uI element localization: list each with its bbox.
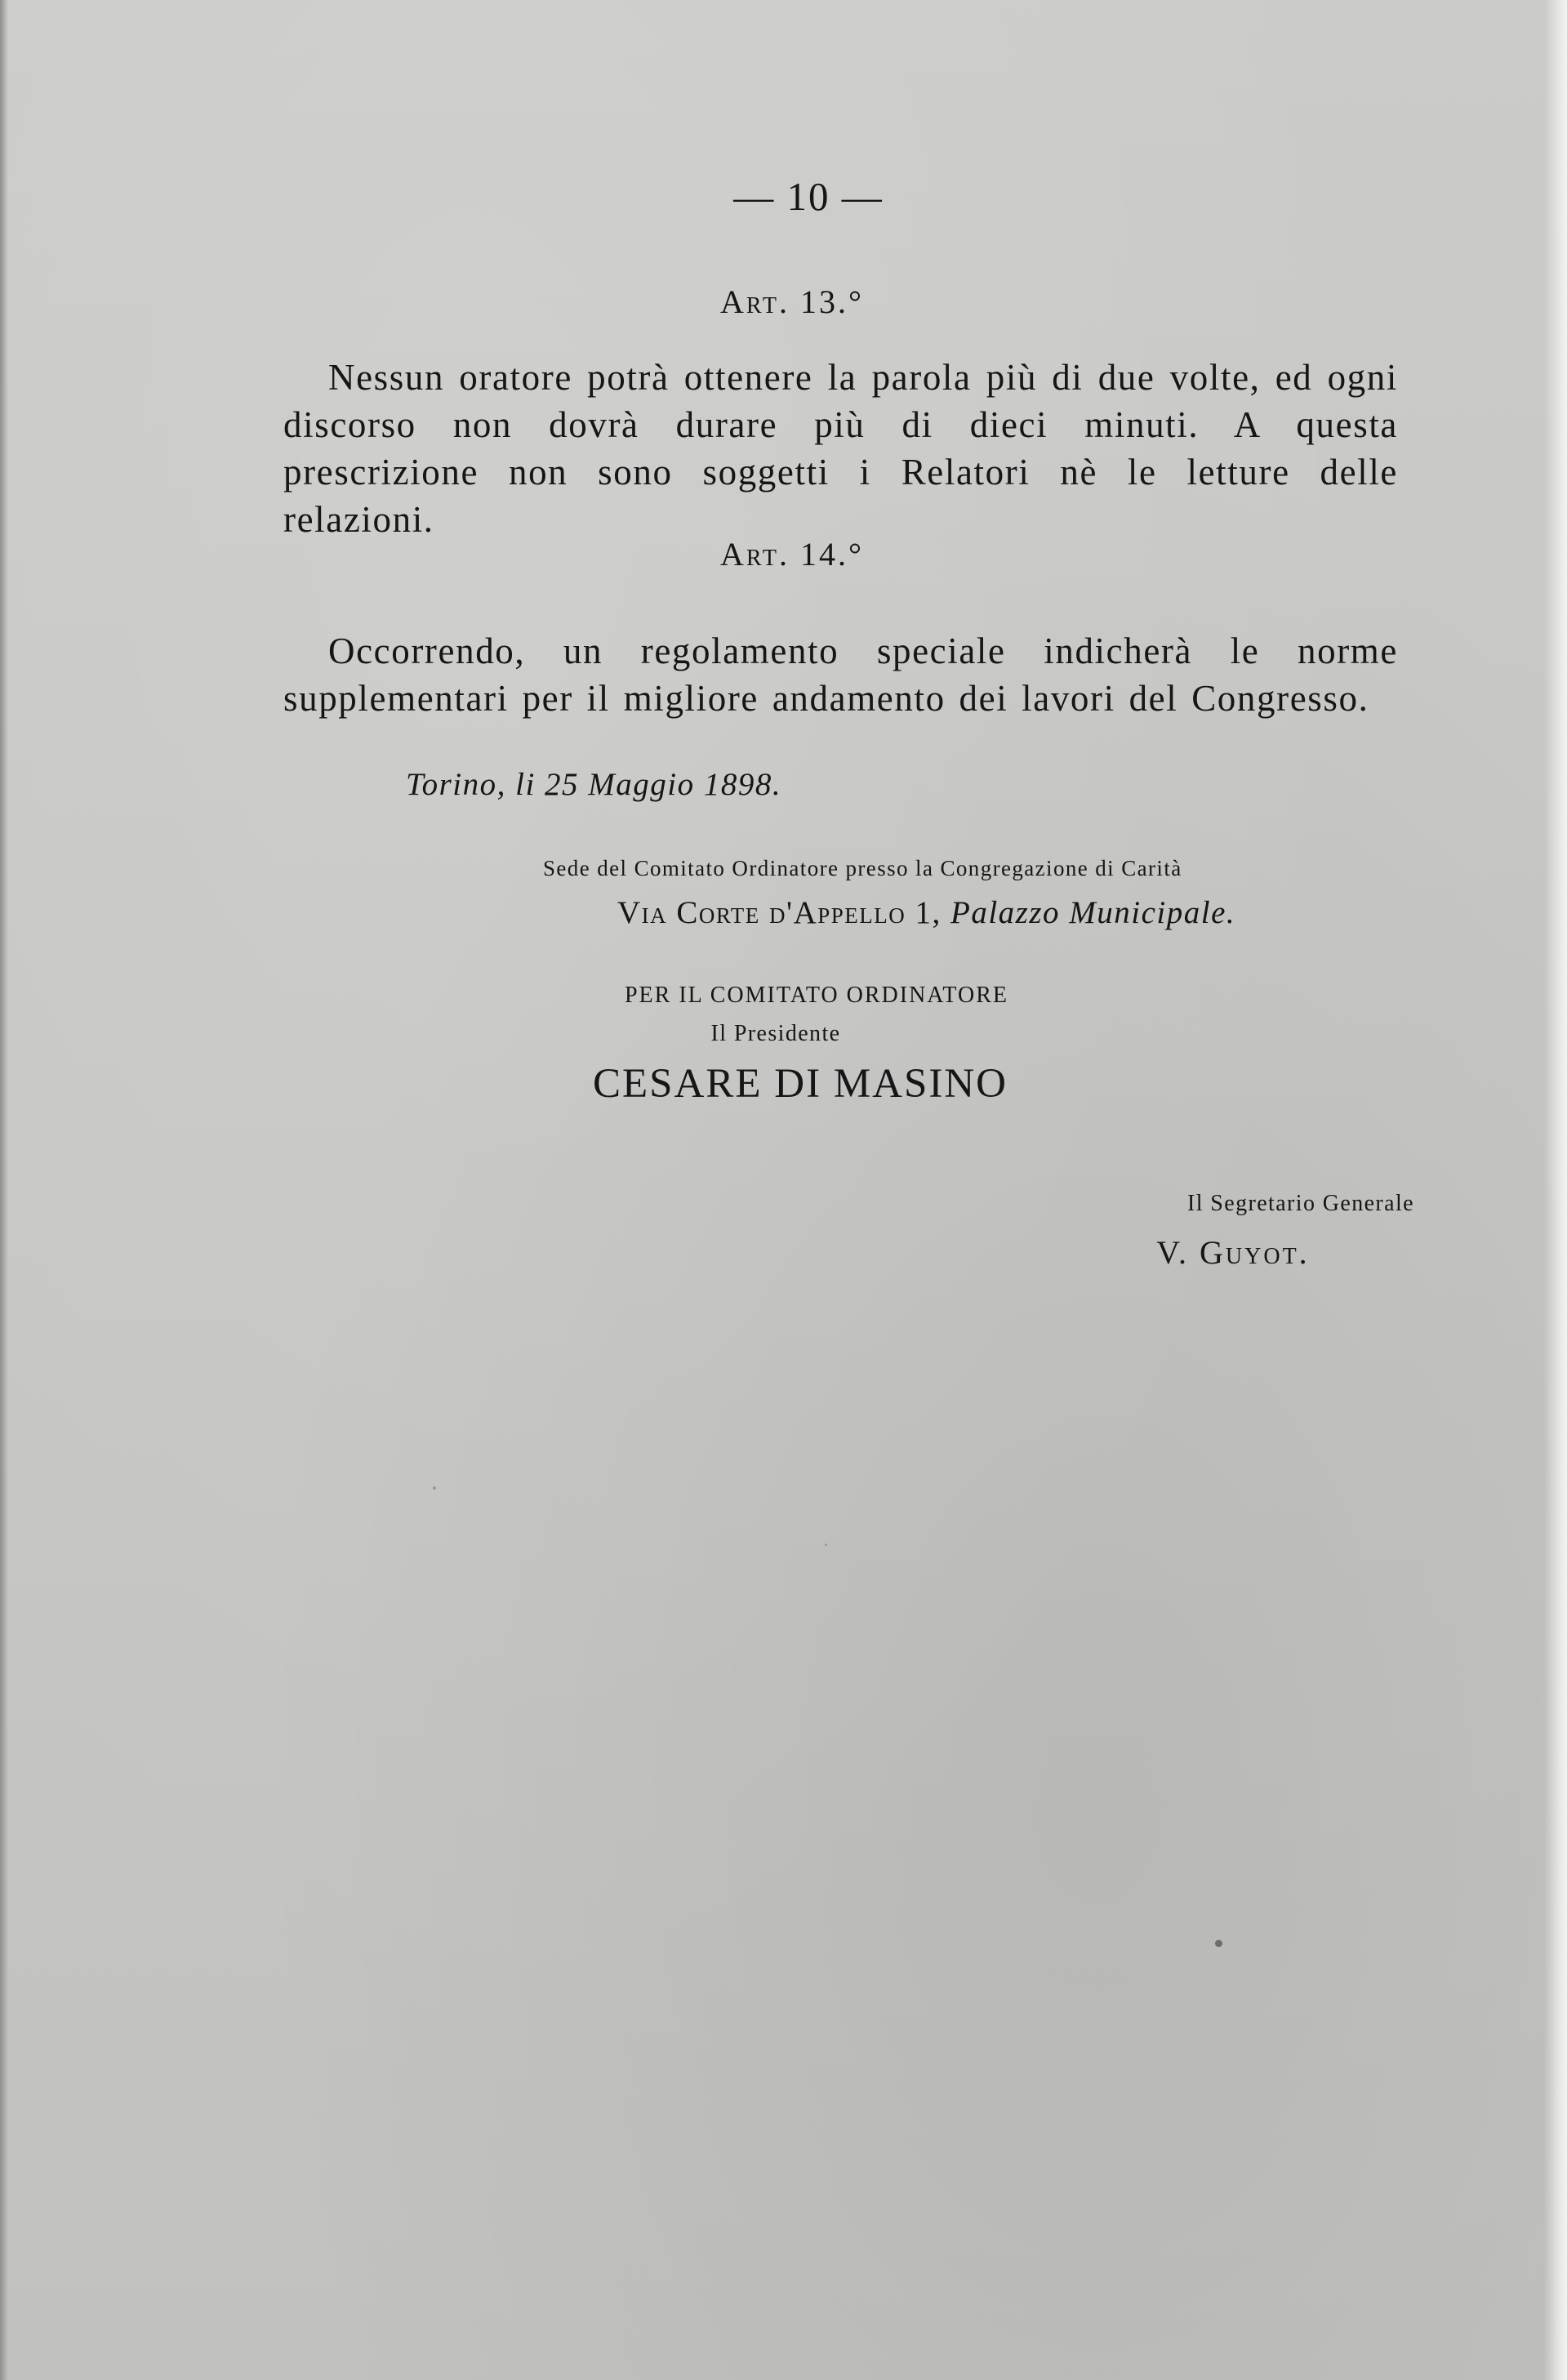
secretary-name: V. Guyot. (1156, 1234, 1310, 1271)
paper-speck (433, 1486, 436, 1490)
committee-address (617, 894, 1401, 931)
address-street: Via Corte d'Appello 1, (617, 895, 942, 930)
article-13-heading: Art. 13.° (720, 283, 864, 320)
secretary-title: Il Segretario Generale (1186, 1191, 1414, 1216)
committee-signature-line: PER IL COMITATO ORDINATORE (624, 983, 1009, 1008)
scan-edge-right (1544, 0, 1567, 2380)
paper-speck (825, 1544, 827, 1546)
dateline: Torino, li 25 Maggio 1898. (406, 767, 782, 802)
president-name: CESARE DI MASINO (592, 1061, 1008, 1107)
paper-speck (1215, 1940, 1222, 1947)
article-14-heading: Art. 14.° (720, 536, 864, 573)
scan-edge-left (0, 0, 8, 2380)
address-building: Palazzo Municipale. (950, 895, 1236, 930)
article-14-text: Occorrendo, un regolamento speciale indicherà le norme supplementari per il migliore andamento dei lavori del Congresso. (283, 631, 1398, 719)
page-number: — 10 — (733, 174, 884, 219)
article-13-text: Nessun oratore potrà ottenere la parola più di due volte, ed ogni discorso non dovrà durare più di dieci minuti. A questa prescrizione non sono soggetti i Relatori nè le letture delle relazioni. (283, 357, 1398, 540)
president-title: Il Presidente (710, 1021, 841, 1046)
committee-seat-line: Sede del Comitato Ordinatore presso la Congregazione di Carità (543, 856, 1182, 880)
